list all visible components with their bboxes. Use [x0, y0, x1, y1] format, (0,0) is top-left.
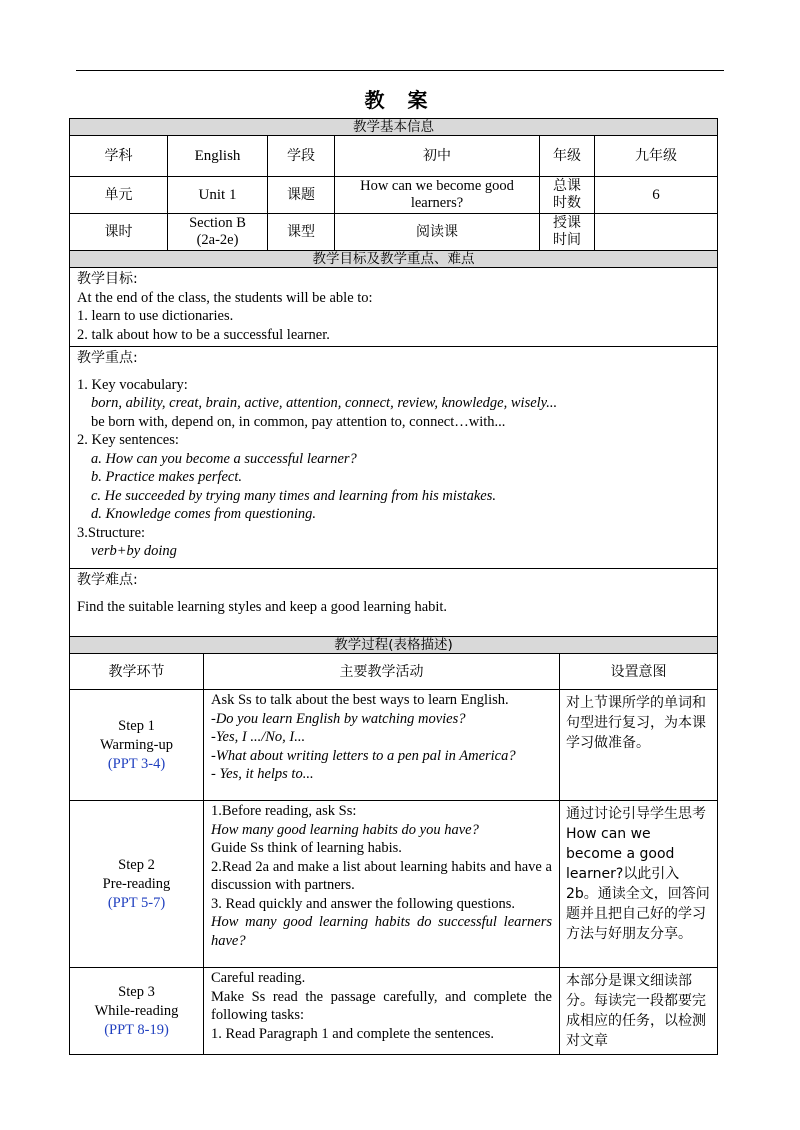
total-periods-value: 6 — [595, 177, 718, 214]
step-ppt-ref: (PPT 3-4) — [107, 755, 166, 772]
intent-cell: 本部分是课文细读部分。每读完一段都要完成相应的任务，以检测对文章 — [560, 968, 718, 1055]
subject-value: English — [168, 136, 268, 177]
grade-label: 年级 — [540, 136, 595, 177]
teaching-time-value — [595, 214, 718, 251]
activity-line: 1.Before reading, ask Ss: — [211, 803, 357, 819]
activity-line: - Yes, it helps to... — [211, 766, 314, 782]
objectives-line: 2. talk about how to be a successful learner. — [77, 326, 330, 343]
col-header-activities: 主要教学活动 — [204, 654, 560, 690]
activity-line: -Do you learn English by watching movies? — [211, 710, 466, 727]
activity-line: Careful reading. — [211, 970, 306, 986]
step-cell — [70, 968, 204, 1055]
objectives-line: At the end of the class, the students will be able to: — [77, 289, 373, 306]
topic-label: 课题 — [268, 177, 335, 214]
unit-label: 单元 — [70, 177, 168, 214]
teaching-time-label: 授课时间 — [540, 214, 595, 251]
lesson-type-label: 课型 — [268, 214, 335, 251]
difficulties-text: Find the suitable learning styles and keep a good learning habit. — [77, 598, 448, 615]
step-ppt-ref: (PPT 8-19) — [104, 1021, 169, 1038]
unit-value: Unit 1 — [168, 177, 268, 214]
activity-line: Make Ss read the passage carefully, and complete the following tasks: — [211, 988, 552, 1023]
objectives-line: 1. learn to use dictionaries. — [77, 308, 234, 324]
key-sentence: d. Knowledge comes from questioning. — [91, 506, 316, 522]
activities-cell — [204, 801, 560, 968]
process-table — [69, 653, 718, 1055]
total-periods-label: 总课时数 — [540, 177, 595, 214]
key-points-heading: 教学重点: — [77, 350, 138, 366]
key-sentence: b. Practice makes perfect. — [91, 469, 242, 485]
stage-value: 初中 — [335, 136, 540, 177]
step-name: Step 2 — [118, 856, 155, 873]
basic-info-header: 教学基本信息 — [70, 119, 718, 136]
activity-line: Guide Ss think of learning habis. — [211, 840, 402, 856]
stage-label: 学段 — [268, 136, 335, 177]
key-vocabulary-phrases: be born with, depend on, in common, pay attention to, connect…with... — [91, 413, 506, 430]
step-phase: While-reading — [94, 1002, 179, 1019]
key-points-block — [70, 347, 718, 569]
step-ppt-ref: (PPT 5-7) — [107, 894, 166, 911]
activity-line: 1. Read Paragraph 1 and complete the sentences. — [211, 1025, 495, 1042]
intent-cell: 对上节课所学的单词和句型进行复习，为本课学习做准备。 — [560, 690, 718, 801]
period-label: 课时 — [70, 214, 168, 251]
activity-line: 3. Read quickly and answer the following questions. — [211, 895, 516, 912]
topic-value: How can we become good learners? — [335, 177, 540, 214]
step-cell — [70, 690, 204, 801]
document-title: 教 案 — [364, 88, 436, 112]
structure-heading: 3.Structure: — [77, 524, 146, 541]
activity-line: How many good learning habits do successful learners have? — [211, 914, 552, 949]
key-sentence: c. He succeeded by trying many times and learning from his mistakes. — [91, 487, 496, 504]
step-name: Step 1 — [118, 717, 155, 734]
activities-cell — [204, 690, 560, 801]
activity-line: How many good learning habits do you have? — [211, 821, 479, 838]
activities-cell — [204, 968, 560, 1055]
key-vocabulary-words: born, ability, creat, brain, active, attention, connect, review, knowledge, wisely... — [91, 395, 558, 411]
difficulties-heading: 教学难点: — [77, 572, 138, 588]
structure-value: verb+by doing — [91, 543, 177, 559]
difficulties-block — [70, 569, 718, 637]
subject-label: 学科 — [70, 136, 168, 177]
activity-line: -What about writing letters to a pen pal in America? — [211, 747, 516, 764]
process-header: 教学过程(表格描述) — [70, 637, 718, 654]
col-header-intent: 设置意图 — [560, 654, 718, 690]
step-phase: Pre-reading — [102, 875, 171, 892]
step-cell — [70, 801, 204, 968]
step-phase: Warming-up — [100, 736, 173, 753]
goals-header: 教学目标及教学重点、难点 — [70, 251, 718, 268]
header-rule — [76, 70, 724, 71]
lesson-type-value: 阅读课 — [335, 214, 540, 251]
objectives-heading: 教学目标: — [77, 271, 138, 287]
step-name: Step 3 — [118, 983, 155, 1000]
basic-info-table — [69, 118, 718, 654]
key-vocabulary-heading: 1. Key vocabulary: — [77, 376, 188, 393]
activity-line: 2.Read 2a and make a list about learning habits and have a discussion with partners. — [211, 858, 552, 893]
objectives-block — [70, 268, 718, 347]
activity-line: -Yes, I .../No, I... — [211, 729, 306, 745]
activity-line: Ask Ss to talk about the best ways to learn English. — [211, 692, 509, 708]
key-sentence: a. How can you become a successful learner? — [91, 450, 357, 467]
intent-cell: 通过讨论引导学生思考 How can we become a good learner?以此引入2b。通读全文，回答问题并且把自己好的学习方法与好朋友分享。 — [560, 801, 718, 968]
grade-value: 九年级 — [595, 136, 718, 177]
period-value: Section B (2a-2e) — [168, 214, 268, 251]
col-header-stage: 教学环节 — [70, 654, 204, 690]
key-sentences-heading: 2. Key sentences: — [77, 432, 179, 448]
